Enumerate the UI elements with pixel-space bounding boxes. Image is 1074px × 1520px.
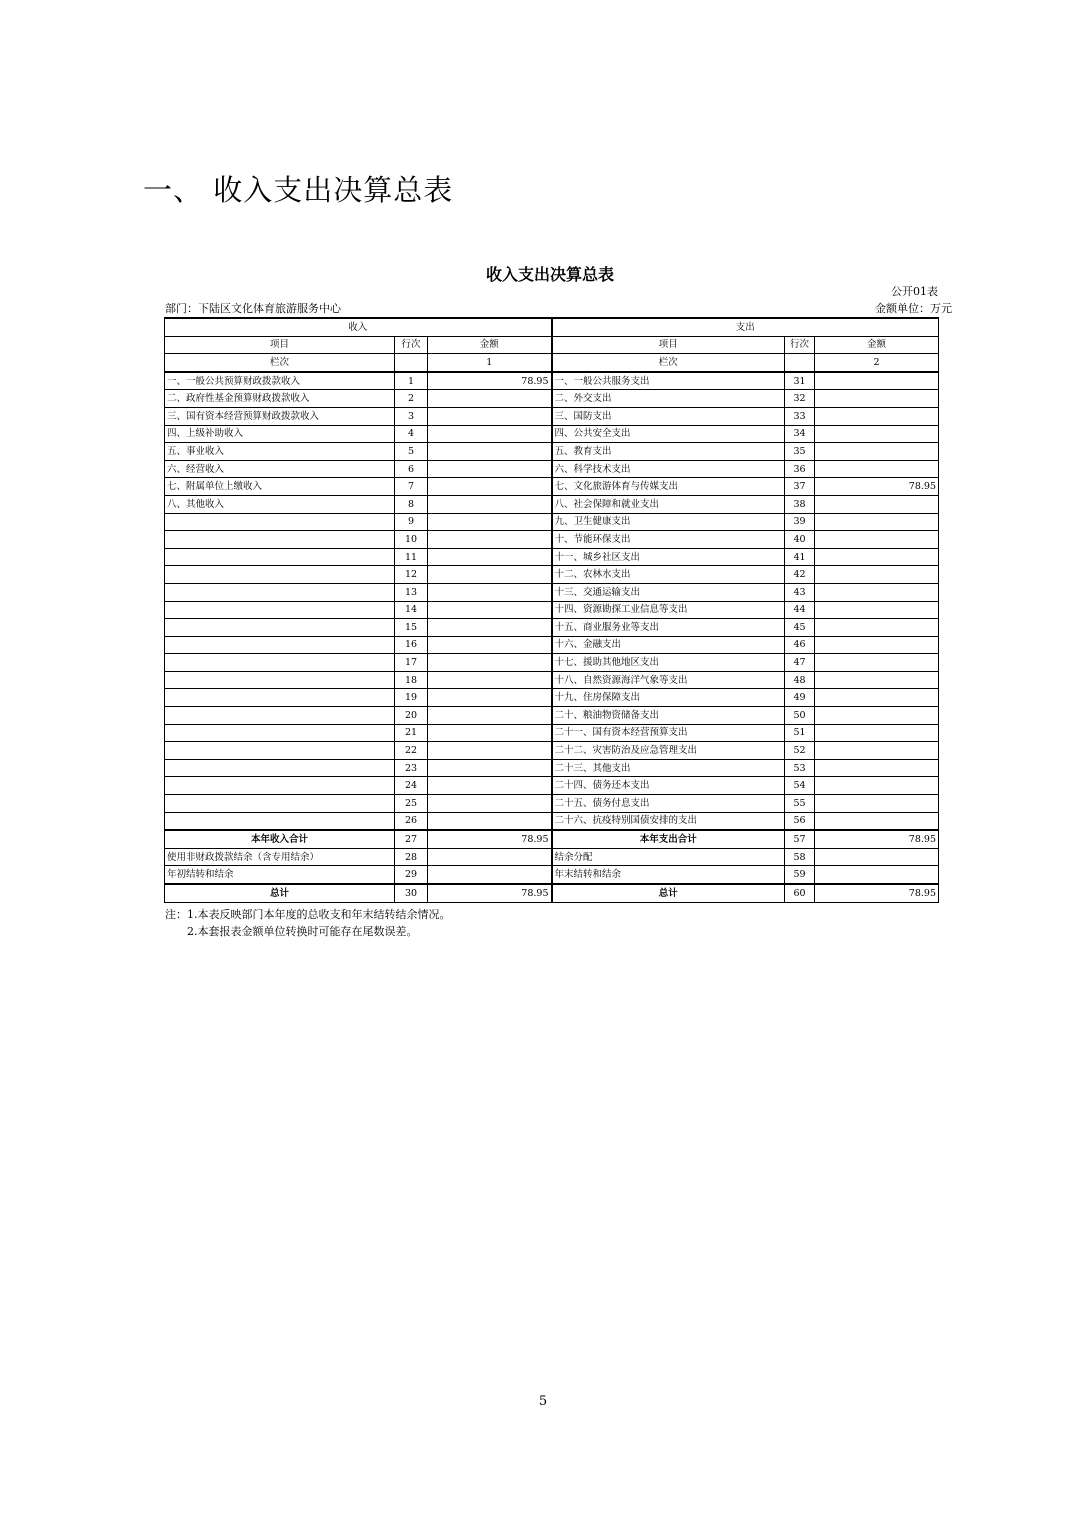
expense-amount-cell <box>815 689 939 707</box>
income-amount-cell: 78.95 <box>428 830 552 848</box>
income-line-cell: 12 <box>395 566 428 584</box>
expense-amount-cell <box>815 407 939 425</box>
expense-item-cell: 十、节能环保支出 <box>552 531 785 549</box>
expense-line-cell: 33 <box>785 407 815 425</box>
income-amount-cell <box>428 513 552 531</box>
total-row <box>165 830 939 848</box>
income-line-cell: 11 <box>395 548 428 566</box>
income-amount-cell <box>428 671 552 689</box>
income-item-cell <box>165 742 395 760</box>
unit-label: 金额单位：万元 <box>875 302 952 315</box>
income-item-cell <box>165 531 395 549</box>
table-row <box>165 566 939 584</box>
income-line-cell: 29 <box>395 866 428 884</box>
income-line-cell: 1 <box>395 372 428 390</box>
expense-amount-cell <box>815 636 939 654</box>
income-item-cell: 一、一般公共预算财政拨款收入 <box>165 372 395 390</box>
table-row <box>165 443 939 461</box>
expense-item-cell: 结余分配 <box>552 848 785 866</box>
income-amount-header: 金额 <box>428 336 552 354</box>
expense-column-index: 2 <box>815 354 939 372</box>
income-line-cell: 4 <box>395 425 428 443</box>
income-line-cell: 2 <box>395 390 428 408</box>
expense-item-cell: 十九、住房保障支出 <box>552 689 785 707</box>
expense-amount-cell <box>815 548 939 566</box>
income-line-cell: 6 <box>395 460 428 478</box>
expense-item-cell: 二、外交支出 <box>552 390 785 408</box>
income-item-cell: 本年收入合计 <box>165 830 395 848</box>
expense-item-cell: 二十三、其他支出 <box>552 759 785 777</box>
expense-line-cell: 51 <box>785 724 815 742</box>
expense-amount-cell <box>815 724 939 742</box>
expense-item-cell: 二十二、灾害防治及应急管理支出 <box>552 742 785 760</box>
income-line-cell: 23 <box>395 759 428 777</box>
expense-amount-cell <box>815 812 939 830</box>
expense-line-cell: 50 <box>785 707 815 725</box>
expense-item-cell: 二十六、抗疫特别国债安排的支出 <box>552 812 785 830</box>
income-item-cell: 二、政府性基金预算财政拨款收入 <box>165 390 395 408</box>
expense-amount-cell <box>815 795 939 813</box>
expense-line-cell: 44 <box>785 601 815 619</box>
expense-line-cell: 36 <box>785 460 815 478</box>
header-row-column-index <box>165 354 939 372</box>
department-label: 部门：下陆区文化体育旅游服务中心 <box>165 302 341 315</box>
income-column-blank <box>395 354 428 372</box>
expense-column-label: 栏次 <box>552 354 785 372</box>
income-amount-cell: 78.95 <box>428 372 552 390</box>
income-amount-cell <box>428 848 552 866</box>
table-row <box>165 812 939 830</box>
expense-line-cell: 39 <box>785 513 815 531</box>
income-amount-cell <box>428 636 552 654</box>
table-row <box>165 742 939 760</box>
income-amount-cell <box>428 583 552 601</box>
total-row <box>165 866 939 884</box>
expense-amount-cell <box>815 425 939 443</box>
expense-amount-cell <box>815 460 939 478</box>
expense-item-cell: 一、一般公共服务支出 <box>552 372 785 390</box>
income-amount-cell <box>428 689 552 707</box>
table-row <box>165 689 939 707</box>
table-row <box>165 724 939 742</box>
income-amount-cell <box>428 724 552 742</box>
income-line-cell: 26 <box>395 812 428 830</box>
income-amount-cell <box>428 866 552 884</box>
expense-line-cell: 48 <box>785 671 815 689</box>
expense-amount-cell <box>815 777 939 795</box>
expense-line-cell: 45 <box>785 619 815 637</box>
income-amount-cell <box>428 601 552 619</box>
expense-item-cell: 年末结转和结余 <box>552 866 785 884</box>
expense-line-cell: 32 <box>785 390 815 408</box>
expense-line-cell: 46 <box>785 636 815 654</box>
table-row <box>165 601 939 619</box>
expense-line-cell: 37 <box>785 478 815 496</box>
income-amount-cell <box>428 566 552 584</box>
expense-line-cell: 54 <box>785 777 815 795</box>
total-row <box>165 848 939 866</box>
table-row <box>165 671 939 689</box>
income-amount-cell <box>428 478 552 496</box>
income-line-cell: 5 <box>395 443 428 461</box>
table-row <box>165 795 939 813</box>
table-row <box>165 372 939 390</box>
income-line-cell: 9 <box>395 513 428 531</box>
income-line-cell: 18 <box>395 671 428 689</box>
income-line-cell: 22 <box>395 742 428 760</box>
expense-item-cell: 六、科学技术支出 <box>552 460 785 478</box>
income-line-cell: 16 <box>395 636 428 654</box>
expense-item-cell: 五、教育支出 <box>552 443 785 461</box>
income-item-cell <box>165 795 395 813</box>
note-1: 注：1.本表反映部门本年度的总收支和年末结转结余情况。 <box>165 908 451 921</box>
expense-line-cell: 34 <box>785 425 815 443</box>
income-item-cell <box>165 707 395 725</box>
income-amount-cell <box>428 531 552 549</box>
expense-item-cell: 十七、援助其他地区支出 <box>552 654 785 672</box>
expense-item-cell: 二十五、债务付息支出 <box>552 795 785 813</box>
income-line-cell: 8 <box>395 495 428 513</box>
income-line-cell: 3 <box>395 407 428 425</box>
income-amount-cell <box>428 654 552 672</box>
header-row-sections <box>165 318 939 336</box>
income-item-cell <box>165 601 395 619</box>
expense-amount-cell <box>815 372 939 390</box>
income-item-cell: 六、经营收入 <box>165 460 395 478</box>
income-item-cell <box>165 619 395 637</box>
expense-amount-cell <box>815 742 939 760</box>
expense-amount-cell <box>815 495 939 513</box>
income-item-cell <box>165 724 395 742</box>
income-item-cell <box>165 689 395 707</box>
expense-section-header: 支出 <box>552 318 939 336</box>
income-line-cell: 27 <box>395 830 428 848</box>
expense-amount-cell <box>815 443 939 461</box>
table-row <box>165 583 939 601</box>
income-line-cell: 14 <box>395 601 428 619</box>
expense-amount-cell <box>815 866 939 884</box>
section-heading: 一、 收入支出决算总表 <box>143 173 454 207</box>
expense-line-cell: 56 <box>785 812 815 830</box>
income-item-cell <box>165 654 395 672</box>
expense-amount-cell <box>815 390 939 408</box>
expense-amount-cell: 78.95 <box>815 830 939 848</box>
income-item-cell <box>165 583 395 601</box>
table-row <box>165 407 939 425</box>
income-item-cell: 使用非财政拨款结余（含专用结余） <box>165 848 395 866</box>
income-line-cell: 10 <box>395 531 428 549</box>
income-item-cell: 五、事业收入 <box>165 443 395 461</box>
expense-line-cell: 47 <box>785 654 815 672</box>
expense-item-cell: 三、国防支出 <box>552 407 785 425</box>
table-row <box>165 654 939 672</box>
table-row <box>165 460 939 478</box>
expense-line-cell: 53 <box>785 759 815 777</box>
expense-item-cell: 十四、资源勘探工业信息等支出 <box>552 601 785 619</box>
table-row <box>165 619 939 637</box>
table-row <box>165 390 939 408</box>
income-amount-cell <box>428 619 552 637</box>
expense-line-cell: 41 <box>785 548 815 566</box>
expense-amount-cell <box>815 707 939 725</box>
expense-amount-cell <box>815 513 939 531</box>
expense-column-blank <box>785 354 815 372</box>
table-row <box>165 478 939 496</box>
table-row <box>165 495 939 513</box>
expense-line-cell: 38 <box>785 495 815 513</box>
table-row <box>165 777 939 795</box>
income-amount-cell <box>428 707 552 725</box>
expense-line-cell: 49 <box>785 689 815 707</box>
expense-item-cell: 总计 <box>552 884 785 902</box>
income-item-cell <box>165 812 395 830</box>
table-row <box>165 531 939 549</box>
expense-amount-header: 金额 <box>815 336 939 354</box>
income-amount-cell <box>428 443 552 461</box>
expense-line-cell: 35 <box>785 443 815 461</box>
income-amount-cell: 78.95 <box>428 884 552 902</box>
income-amount-cell <box>428 548 552 566</box>
table-row <box>165 548 939 566</box>
expense-amount-cell <box>815 601 939 619</box>
expense-amount-cell <box>815 654 939 672</box>
expense-line-cell: 43 <box>785 583 815 601</box>
income-line-cell: 7 <box>395 478 428 496</box>
expense-item-cell: 十五、商业服务业等支出 <box>552 619 785 637</box>
expense-item-cell: 十六、金融支出 <box>552 636 785 654</box>
expense-line-cell: 60 <box>785 884 815 902</box>
expense-item-header: 项目 <box>552 336 785 354</box>
table-row <box>165 425 939 443</box>
expense-item-cell: 十一、城乡社区支出 <box>552 548 785 566</box>
expense-amount-cell <box>815 619 939 637</box>
income-item-cell: 七、附属单位上缴收入 <box>165 478 395 496</box>
income-line-cell: 13 <box>395 583 428 601</box>
form-code: 公开01表 <box>891 285 938 298</box>
expense-line-cell: 59 <box>785 866 815 884</box>
expense-item-cell: 二十一、国有资本经营预算支出 <box>552 724 785 742</box>
expense-item-cell: 二十四、债务还本支出 <box>552 777 785 795</box>
total-row <box>165 884 939 902</box>
expense-line-cell: 42 <box>785 566 815 584</box>
expense-item-cell: 八、社会保障和就业支出 <box>552 495 785 513</box>
income-item-cell <box>165 777 395 795</box>
income-item-cell <box>165 566 395 584</box>
expense-line-cell: 57 <box>785 830 815 848</box>
table-row <box>165 636 939 654</box>
expense-amount-cell <box>815 848 939 866</box>
expense-item-cell: 十二、农林水支出 <box>552 566 785 584</box>
expense-item-cell: 七、文化旅游体育与传媒支出 <box>552 478 785 496</box>
income-line-cell: 20 <box>395 707 428 725</box>
income-line-cell: 28 <box>395 848 428 866</box>
expense-line-cell: 55 <box>785 795 815 813</box>
income-line-cell: 17 <box>395 654 428 672</box>
income-item-cell: 年初结转和结余 <box>165 866 395 884</box>
expense-line-cell: 40 <box>785 531 815 549</box>
table-row <box>165 513 939 531</box>
header-row-columns <box>165 336 939 354</box>
table-row <box>165 707 939 725</box>
expense-amount-cell <box>815 531 939 549</box>
income-item-cell: 四、上级补助收入 <box>165 425 395 443</box>
expense-item-cell: 本年支出合计 <box>552 830 785 848</box>
expense-amount-cell: 78.95 <box>815 478 939 496</box>
table-title: 收入支出决算总表 <box>485 265 614 284</box>
notes <box>165 906 451 940</box>
income-line-cell: 21 <box>395 724 428 742</box>
income-amount-cell <box>428 460 552 478</box>
expense-amount-cell <box>815 671 939 689</box>
income-amount-cell <box>428 795 552 813</box>
income-item-header: 项目 <box>165 336 395 354</box>
income-amount-cell <box>428 495 552 513</box>
expense-line-cell: 58 <box>785 848 815 866</box>
income-line-header: 行次 <box>395 336 428 354</box>
income-line-cell: 15 <box>395 619 428 637</box>
income-amount-cell <box>428 407 552 425</box>
income-amount-cell <box>428 425 552 443</box>
income-amount-cell <box>428 777 552 795</box>
expense-line-header: 行次 <box>785 336 815 354</box>
income-line-cell: 25 <box>395 795 428 813</box>
income-item-cell <box>165 759 395 777</box>
income-column-label: 栏次 <box>165 354 395 372</box>
income-item-cell <box>165 636 395 654</box>
expense-amount-cell <box>815 566 939 584</box>
expense-item-cell: 二十、粮油物资储备支出 <box>552 707 785 725</box>
income-amount-cell <box>428 390 552 408</box>
income-line-cell: 24 <box>395 777 428 795</box>
income-amount-cell <box>428 812 552 830</box>
income-item-cell: 三、国有资本经营预算财政拨款收入 <box>165 407 395 425</box>
income-item-cell <box>165 513 395 531</box>
table-row <box>165 759 939 777</box>
income-column-index: 1 <box>428 354 552 372</box>
income-item-cell <box>165 548 395 566</box>
expense-item-cell: 九、卫生健康支出 <box>552 513 785 531</box>
expense-amount-cell <box>815 583 939 601</box>
budget-summary-table <box>164 317 939 903</box>
expense-item-cell: 四、公共安全支出 <box>552 425 785 443</box>
income-section-header: 收入 <box>165 318 552 336</box>
income-amount-cell <box>428 742 552 760</box>
expense-item-cell: 十三、交通运输支出 <box>552 583 785 601</box>
page-number: 5 <box>538 1394 548 1409</box>
expense-amount-cell <box>815 759 939 777</box>
expense-line-cell: 52 <box>785 742 815 760</box>
expense-amount-cell: 78.95 <box>815 884 939 902</box>
income-item-cell <box>165 671 395 689</box>
income-item-cell: 总计 <box>165 884 395 902</box>
income-amount-cell <box>428 759 552 777</box>
income-line-cell: 19 <box>395 689 428 707</box>
expense-item-cell: 十八、自然资源海洋气象等支出 <box>552 671 785 689</box>
expense-line-cell: 31 <box>785 372 815 390</box>
income-item-cell: 八、其他收入 <box>165 495 395 513</box>
note-2: 2.本套报表金额单位转换时可能存在尾数误差。 <box>187 925 418 938</box>
income-line-cell: 30 <box>395 884 428 902</box>
